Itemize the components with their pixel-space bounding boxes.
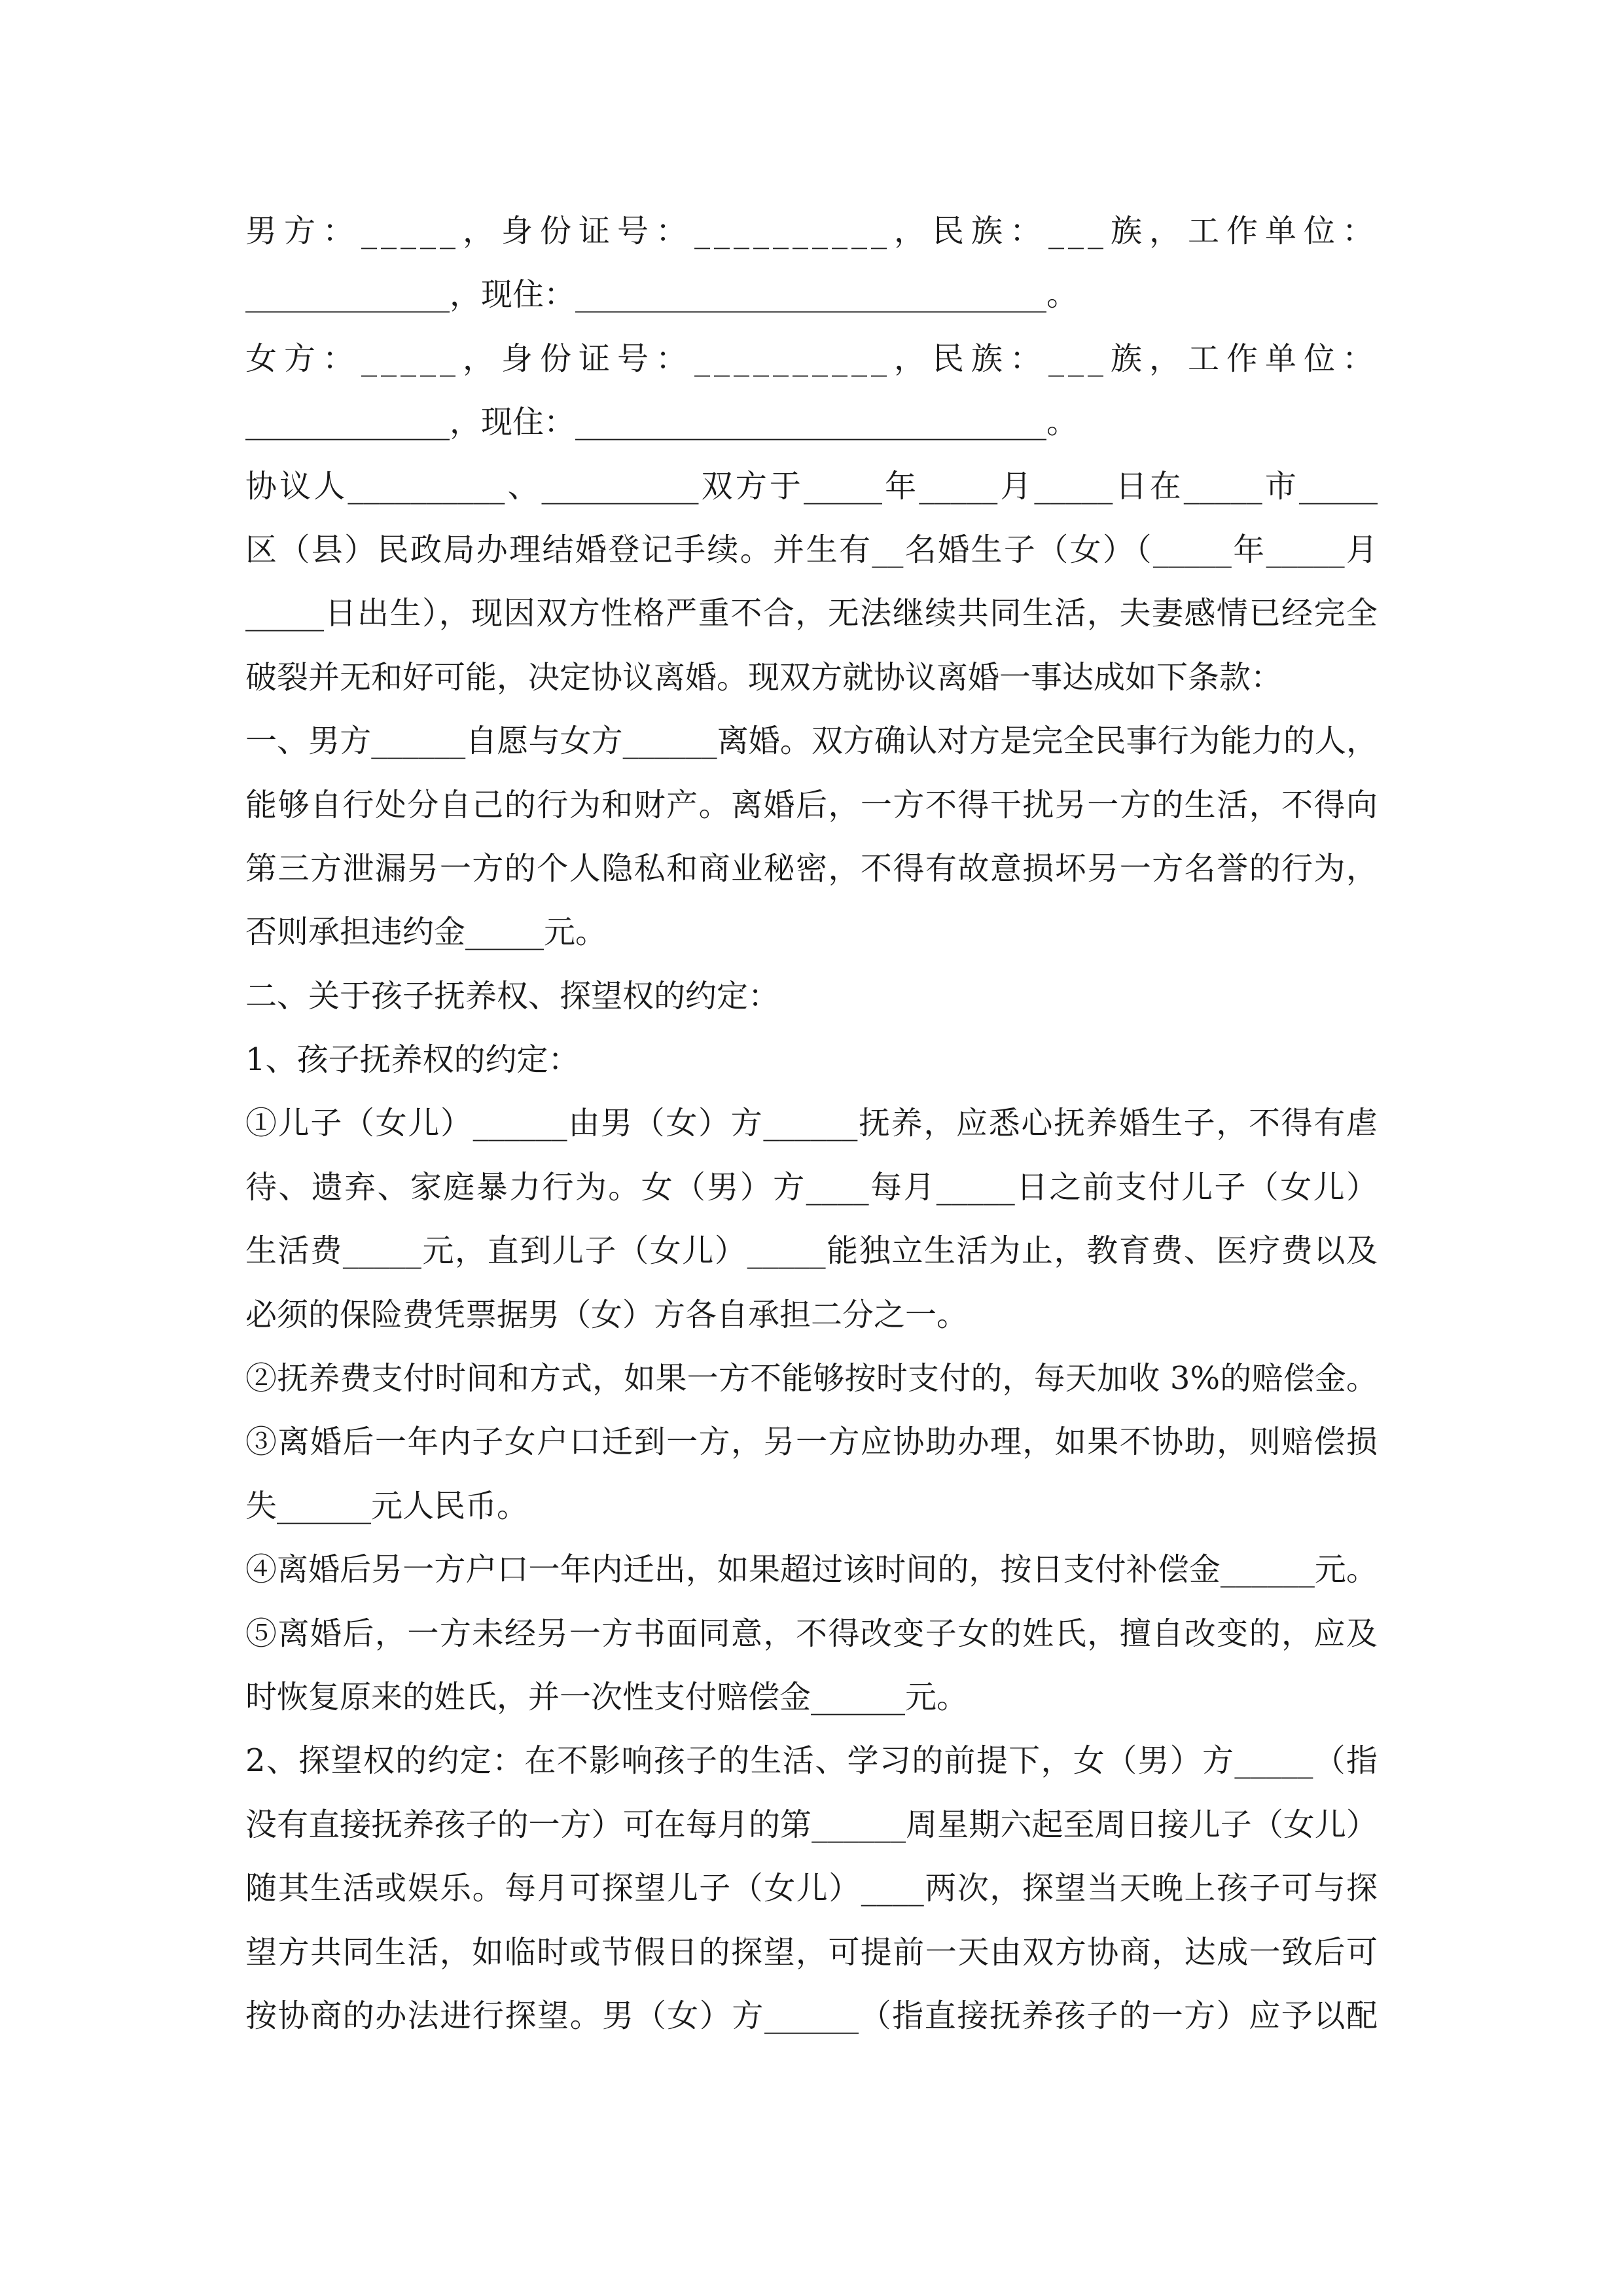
custody-item-5-line: 时恢复原来的姓氏，并一次性支付赔偿金______元。 — [245, 1678, 969, 1715]
female-address-line: _____________，现住：______________________________。 — [245, 404, 1079, 441]
male-address-line: _____________，现住：______________________________。 — [245, 276, 1079, 314]
custody-item-3-line: 失______元人民币。 — [245, 1487, 529, 1524]
custody-item-1-line: 生活费_____元，直到儿子（女儿）_____能独立生活为止，教育费、医疗费以及 — [245, 1232, 1378, 1270]
agreement-text-line: 协议人__________、__________双方于_____年_____月_____日在_____市_____ — [245, 467, 1378, 505]
agreement-text-line: _____日出生），现因双方性格严重不合，无法继续共同生活，夫妻感情已经完全 — [245, 595, 1378, 632]
clause-1-line: 一、男方______自愿与女方______离婚。双方确认对方是完全民事行为能力的人， — [245, 723, 1378, 760]
visitation-line: 按协商的办法进行探望。男（女）方______（指直接抚养孩子的一方）应予以配 — [245, 1997, 1378, 2034]
custody-item-3-line: ③离婚后一年内子女户口迁到一方，另一方应协助办理，如果不协助，则赔偿损 — [245, 1424, 1378, 1461]
female-party-line: 女方：_____，身份证号：__________，民族：___族，工作单位： — [245, 340, 1378, 377]
visitation-line: 2、探望权的约定：在不影响孩子的生活、学习的前提下，女（男）方_____（指 — [245, 1742, 1378, 1780]
custody-heading: 1、孩子抚养权的约定： — [245, 1041, 580, 1079]
male-party-line: 男方：_____，身份证号：__________，民族：___族，工作单位： — [245, 213, 1378, 249]
clause-2-heading: 二、关于孩子抚养权、探望权的约定： — [245, 977, 780, 1014]
clause-1-line: 能够自行处分自己的行为和财产。离婚后，一方不得干扰另一方的生活，不得向 — [245, 786, 1378, 823]
custody-item-2-line: ②抚养费支付时间和方式，如果一方不能够按时支付的，每天加收 3%的赔偿金。 — [245, 1360, 1378, 1397]
custody-item-1-line: 必须的保险费凭票据男（女）方各自承担二分之一。 — [245, 1296, 969, 1333]
visitation-line: 望方共同生活，如临时或节假日的探望，可提前一天由双方协商，达成一致后可 — [245, 1933, 1378, 1971]
custody-item-1-line: 待、遗弃、家庭暴力行为。女（男）方____每月_____日之前支付儿子（女儿） — [245, 1168, 1378, 1206]
visitation-line: 没有直接抚养孩子的一方）可在每月的第______周星期六起至周日接儿子（女儿） — [245, 1806, 1378, 1843]
document-body — [245, 200, 1378, 2048]
clause-1-line: 第三方泄漏另一方的个人隐私和商业秘密，不得有故意损坏另一方名誉的行为， — [245, 850, 1378, 887]
visitation-line: 随其生活或娱乐。每月可探望儿子（女儿）____两次，探望当天晚上孩子可与探 — [245, 1870, 1378, 1907]
custody-item-1-line: ①儿子（女儿）______由男（女）方______抚养，应悉心抚养婚生子，不得有虐 — [245, 1105, 1378, 1142]
agreement-text-line: 破裂并无和好可能，决定协议离婚。现双方就协议离婚一事达成如下条款： — [245, 658, 1283, 696]
custody-item-4-line: ④离婚后另一方户口一年内迁出，如果超过该时间的，按日支付补偿金______元。 — [245, 1551, 1378, 1588]
agreement-text-line: 区（县）民政局办理结婚登记手续。并生有__名婚生子（女）（_____年_____月 — [245, 531, 1378, 568]
clause-1-line: 否则承担违约金_____元。 — [245, 914, 607, 951]
custody-item-5-line: ⑤离婚后，一方未经另一方书面同意，不得改变子女的姓氏，擅自改变的，应及 — [245, 1615, 1378, 1652]
